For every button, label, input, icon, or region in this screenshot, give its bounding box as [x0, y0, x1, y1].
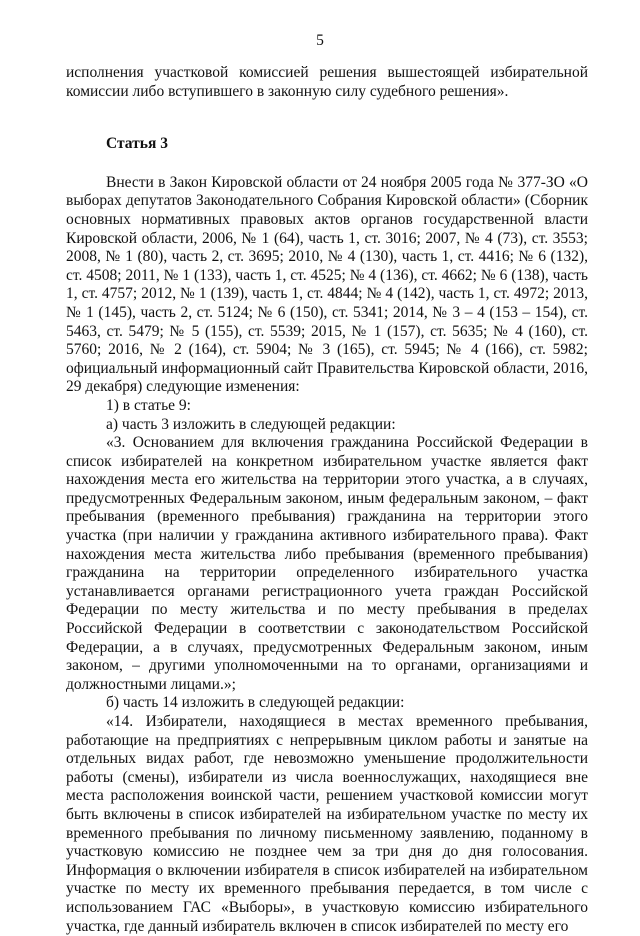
subitem-b-paragraph: б) часть 14 изложить в следующей редакции: — [106, 694, 405, 712]
subitem-a-paragraph: а) часть 3 изложить в следующей редакции: — [106, 415, 396, 433]
part-3-text-paragraph: «3. Основанием для включения гражданина Российской Федерации в список избирателей на конкретном избирательном участке является факт нахождения места его жительства на территории этого участка, а в случаях, предусмотренных Федеральным законом, иным федеральным законом, – факт пребывания (временного пребывания) гражданина на территории этого участка (при наличии у гражданина активного избирательного права). Факт нахождения места жительства либо пребывания (временного пребывания) гражданина на территории определенного избирательного участка устанавливается органами регистрационного учета граждан Российской Федерации по месту жительства и по месту пребывания в пределах Российской Федерации в соответствии с законодательством Российской Федерации, а в случаях, предусмотренных Федеральным законом, иным законом, – другими уполномоченными на то органами, организациями и должностными лицами.»; — [66, 434, 588, 693]
continuation-paragraph: исполнения участковой комиссией решения вышестоящей избирательной комиссии либо вступившего в законную силу судебного решения». — [66, 64, 588, 100]
article-heading: Статья 3 — [106, 135, 168, 153]
amendment-intro-paragraph: Внести в Закон Кировской области от 24 ноября 2005 года № 377-ЗО «О выборах депутатов Законодательного Собрания Кировской области» (Сборник основных нормативных правовых актов органов государственной власти Кировской области, 2006, № 1 (64), часть 1, ст. 3016; 2007, № 4 (73), ст. 3553; 2008, № 1 (80), часть 2, ст. 3695; 2010, № 4 (130), часть 1, ст. 4416; № 6 (132), ст. 4508; 2011, № 1 (133), часть 1, ст. 4525; № 4 (136), ст. 4662; № 6 (138), часть 1, ст. 4757; 2012, № 1 (139), часть 1, ст. 4844; № 4 (142), часть 1, ст. 4972; 2013, № 1 (145), часть 2, ст. 5124; № 6 (150), ст. 5341; 2014, № 3 – 4 (153 – 154), ст. 5463, ст. 5479; № 5 (155), ст. 5539; 2015, № 1 (157), ст. 5635; № 4 (160), ст. 5760; 2016, № 2 (164), ст. 5904; № 3 (165), ст. 5945; № 4 (166), ст. 5982; официальный информационный сайт Правительства Кировской области, 2016, 29 декабря) следующие изменения: — [66, 173, 588, 396]
item-1-paragraph: 1) в статье 9: — [106, 396, 191, 414]
document-body — [66, 64, 588, 936]
page-number: 5 — [316, 32, 324, 49]
part-14-text-paragraph: «14. Избиратели, находящиеся в местах временного пребывания, работающие на предприятиях с непрерывным циклом работы и занятые на отдельных видах работ, где невозможно уменьшение продолжительности работы (смены), избиратели из числа военнослужащих, находящиеся вне места расположения воинской части, решением участковой комиссии могут быть включены в список избирателей на избирательном участке по месту их временного пребывания по личному письменному заявлению, поданному в участковую комиссию не позднее чем за три дня до дня голосования. Информация о включении избирателя в список избирателей на избирательном участке по месту их временного пребывания передается, в том числе с использованием ГАС «Выборы», в участковую комиссию избирательного участка, где данный избиратель включен в список избирателей по месту его — [66, 713, 588, 935]
